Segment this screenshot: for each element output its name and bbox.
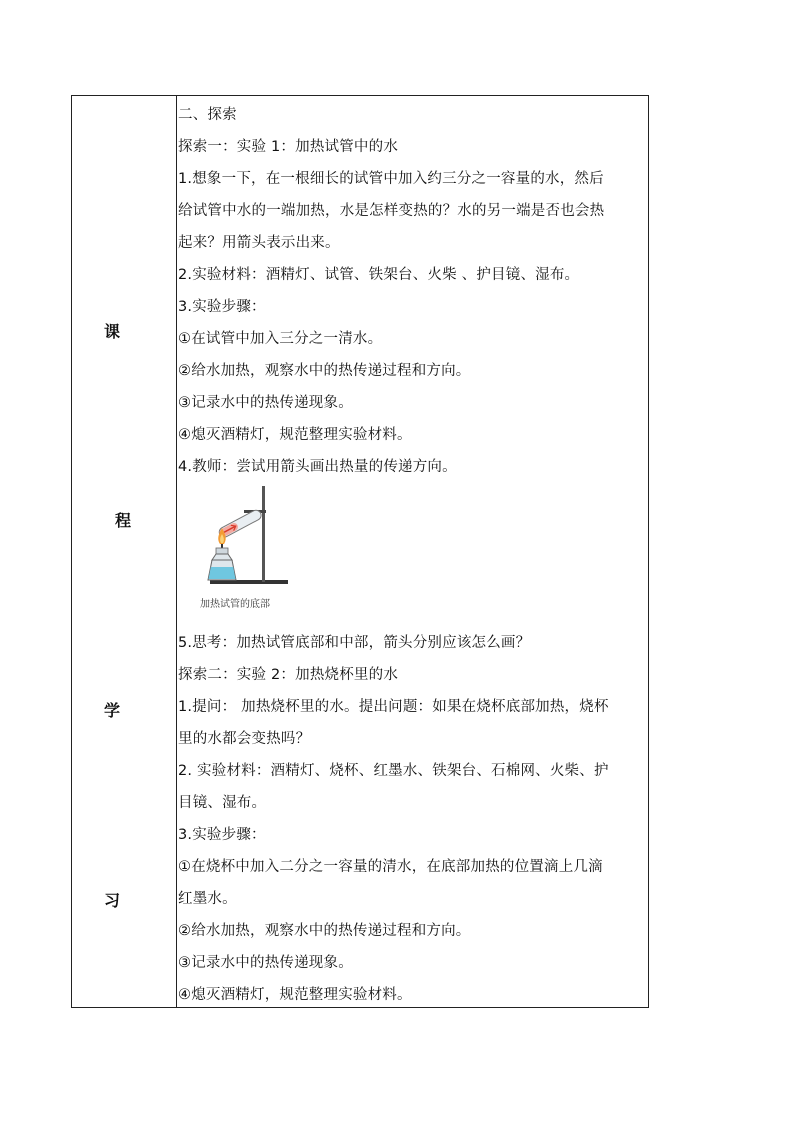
text-line: 2. 实验材料：酒精灯、烧杯、红墨水、铁架台、石棉网、火柴、护 [178, 763, 609, 779]
step-item: ④熄灭酒精灯，规范整理实验材料。 [178, 427, 412, 443]
text-line: 3.实验步骤： [178, 299, 266, 315]
text-line: 2.实验材料：酒精灯、试管、铁架台、火柴 、护目镜、湿布。 [178, 267, 580, 283]
side-label-ke: 课 [104, 322, 121, 341]
step-item: ③记录水中的热传递现象。 [178, 395, 353, 411]
step-item: ②给水加热，观察水中的热传递过程和方向。 [178, 923, 471, 939]
text-line: 1.想象一下，在一根细长的试管中加入约三分之一容量的水，然后 [178, 171, 604, 187]
text-line: 1.提问： 加热烧杯里的水。提出问题：如果在烧杯底部加热，烧杯 [178, 699, 609, 715]
test-tube-heating-illustration [198, 484, 290, 616]
figure-caption: 加热试管的底部 [200, 599, 270, 610]
text-line: 里的水都会变热吗？ [178, 731, 311, 747]
side-label-cheng: 程 [115, 511, 132, 530]
text-line: 5.思考：加热试管底部和中部，箭头分别应该怎么画？ [178, 635, 531, 651]
step-item: ④熄灭酒精灯，规范整理实验材料。 [178, 987, 412, 1003]
step-item: ③记录水中的热传递现象。 [178, 955, 353, 971]
step-item: 红墨水。 [178, 891, 237, 907]
step-item: ①在试管中加入三分之一清水。 [178, 331, 383, 347]
step-item: ①在烧杯中加入二分之一容量的清水，在底部加热的位置滴上几滴 [178, 859, 603, 875]
text-line: 4.教师：尝试用箭头画出热量的传递方向。 [178, 459, 457, 475]
explore-two-title: 探索二：实验 2：加热烧杯里的水 [178, 667, 399, 683]
text-line: 给试管中水的一端加热，水是怎样变热的？水的另一端是否也会热 [178, 203, 605, 219]
side-label-xue: 学 [104, 701, 121, 720]
text-line: 目镜、湿布。 [178, 795, 267, 811]
step-item: ②给水加热，观察水中的热传递过程和方向。 [178, 363, 471, 379]
text-line: 起来？用箭头表示出来。 [178, 235, 340, 251]
column-divider [176, 96, 177, 1007]
side-label-xi: 习 [104, 891, 121, 910]
section-heading: 二、探索 [178, 107, 237, 123]
text-line: 3.实验步骤： [178, 827, 266, 843]
explore-one-title: 探索一：实验 1：加热试管中的水 [178, 139, 399, 155]
lesson-table [71, 95, 649, 1008]
